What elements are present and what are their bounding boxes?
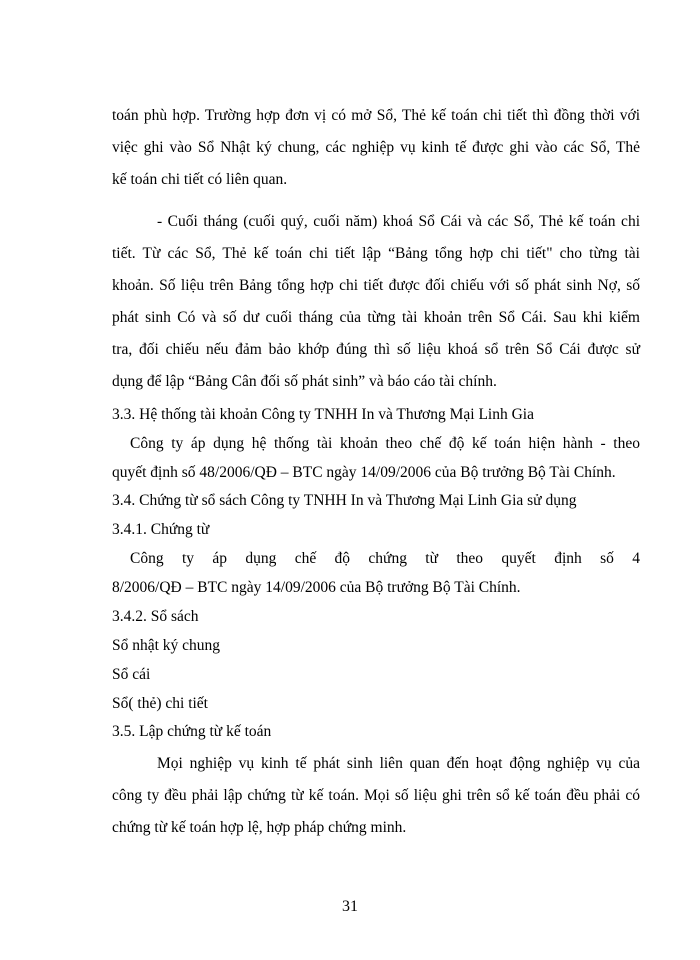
subsection-heading-3-4-1: 3.4.1. Chứng từ [112,521,210,538]
list-item: Sổ( thẻ) chi tiết [112,695,208,712]
paragraph-line: Công ty áp dụng hệ thống tài khoản theo chế độ kế toán hiện hành - theo [130,435,640,452]
paragraph-line: tiết. Từ các Sổ, Thẻ kế toán chi tiết lập “Bảng tổng hợp chi tiết" cho từng tài [112,245,640,262]
paragraph-line: quyết định số 48/2006/QĐ – BTC ngày 14/09/2006 của Bộ trưởng Bộ Tài Chính. [112,464,616,481]
section-heading-3-3: 3.3. Hệ thống tài khoản Công ty TNHH In và Thương Mại Linh Gia [112,406,534,423]
list-item: Sổ nhật ký chung [112,637,221,654]
paragraph-line: Công ty áp dụng chế độ chứng từ theo quyết định số 4 [130,550,640,567]
paragraph-line: việc ghi vào Sổ Nhật ký chung, các nghiệp vụ kinh tế được ghi vào các Sổ, Thẻ [112,139,640,156]
paragraph-line: - Cuối tháng (cuối quý, cuối năm) khoá Sổ Cái và các Sổ, Thẻ kế toán chi [157,213,640,230]
subsection-heading-3-4-2: 3.4.2. Sổ sách [112,608,199,625]
paragraph-line: 8/2006/QĐ – BTC ngày 14/09/2006 của Bộ trưởng Bộ Tài Chính. [112,579,521,596]
paragraph-line: chứng từ kế toán hợp lệ, hợp pháp chứng minh. [112,819,407,836]
paragraph-line: tra, đối chiếu nếu đảm bảo khớp đúng thì số liệu khoá sổ trên Sổ Cái được sử [112,341,640,358]
section-heading-3-4: 3.4. Chứng từ sổ sách Công ty TNHH In và Thương Mại Linh Gia sử dụng [112,492,577,509]
paragraph-line: phát sinh Có và số dư cuối tháng của từng tài khoản trên Sổ Cái. Sau khi kiểm [112,309,640,326]
paragraph-line: kế toán chi tiết có liên quan. [112,171,288,188]
paragraph-line: dụng để lập “Bảng Cân đối số phát sinh” và báo cáo tài chính. [112,373,497,390]
list-item: Sổ cái [112,666,151,683]
section-heading-3-5: 3.5. Lập chứng từ kế toán [112,723,272,740]
paragraph-line: công ty đều phải lập chứng từ kế toán. Mọi số liệu ghi trên sổ kế toán đều phải có [112,787,640,804]
page-number: 31 [342,898,358,915]
paragraph-line: toán phù hợp. Trường hợp đơn vị có mở Sổ, Thẻ kế toán chi tiết thì đồng thời với [112,107,640,124]
paragraph-line: khoản. Số liệu trên Bảng tổng hợp chi tiết được đối chiếu với số phát sinh Nợ, số [112,277,640,294]
paragraph-line: Mọi nghiệp vụ kinh tế phát sinh liên quan đến hoạt động nghiệp vụ của [157,755,640,772]
